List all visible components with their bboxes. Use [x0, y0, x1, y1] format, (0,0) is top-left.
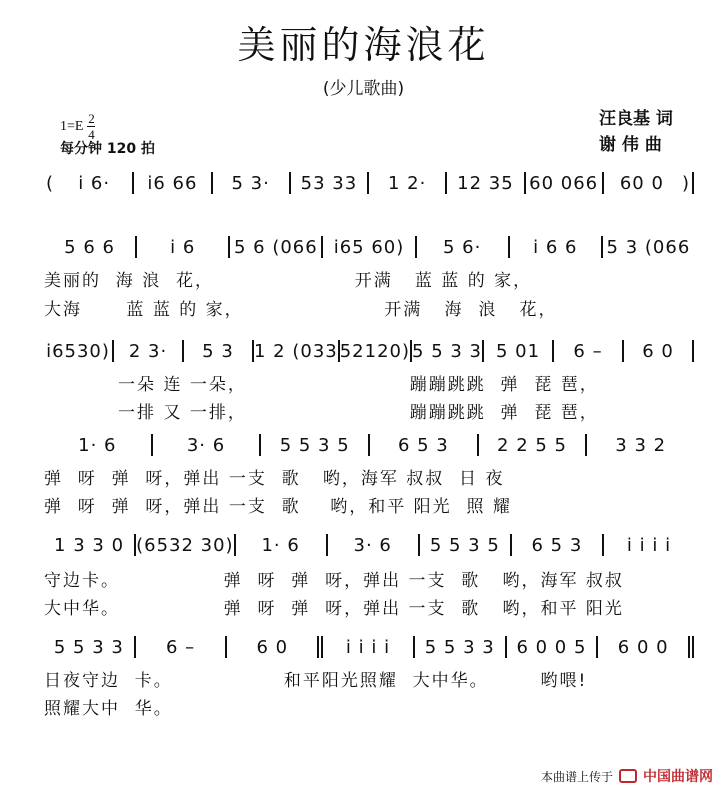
measure: 6 5 3: [531, 534, 583, 556]
song-title: 美丽的海浪花: [237, 23, 490, 67]
lyric-verse-2: 大海 蓝 蓝 的 家， 开满 海 浪 花，: [44, 300, 558, 320]
intro-close-paren: ): [682, 172, 691, 194]
lyric-verse-2: 大中华。 弹 呀 弹 呀，弹出 一支 歌 哟，和平 阳光: [44, 599, 624, 619]
measure: 2 2 5 5: [497, 434, 568, 456]
lyric-verse-2: 照耀大中 华。: [44, 699, 173, 719]
measure: i 6 6: [533, 236, 578, 258]
site-logo-icon: [619, 769, 637, 783]
composer-credit: 谢 伟 曲: [599, 135, 662, 155]
measure: i i i i: [345, 636, 391, 658]
measure: 5 6·: [442, 236, 482, 258]
measure: i i i i: [626, 534, 672, 556]
lyric-verse-1: 日夜守边 卡。 和平阳光照耀 大中华。 哟喂!: [44, 671, 588, 691]
key-label: 1=E: [60, 118, 84, 134]
score-line-6: [44, 636, 694, 658]
lyric-verse-1: 美丽的 海 浪 花， 开满 蓝 蓝 的 家，: [44, 271, 533, 291]
measure: 5 5 3 3: [53, 636, 124, 658]
lyric-verse-2: 一排 又 一排， 蹦蹦跳跳 弹 琵 琶，: [44, 403, 599, 423]
measure: 6 –: [573, 340, 603, 362]
measure: 1· 6: [78, 434, 117, 456]
measure: i65 60): [333, 236, 405, 258]
measure: 6 0 0: [617, 636, 669, 658]
measure: 6 –: [165, 636, 196, 658]
meter-bottom: 4: [88, 127, 95, 142]
intro-open-paren: (: [46, 172, 55, 194]
measure: 1 3 3 0: [54, 534, 125, 556]
measure: 60 066: [529, 172, 599, 194]
measure: 2 3·: [128, 340, 168, 362]
measure: 5 5 3 5: [279, 434, 350, 456]
measure: 5 01: [495, 340, 541, 362]
measure: 5 6 (066: [233, 236, 318, 258]
measure: 6 5 3: [397, 434, 449, 456]
lyric-verse-1: 守边卡。 弹 呀 弹 呀，弹出 一支 歌 哟，海军 叔叔: [44, 571, 624, 591]
footer-watermark: [541, 766, 713, 786]
measure: i 6: [170, 236, 196, 258]
measure: 5 5 3 3: [412, 340, 483, 362]
measure: i6530): [46, 340, 110, 362]
song-subtitle: (少儿歌曲): [322, 79, 405, 99]
measure: 5 5 3 3: [424, 636, 495, 658]
measure: 60 0: [619, 172, 664, 194]
barline: [692, 172, 694, 194]
measure: 1· 6: [261, 534, 300, 556]
score-line-3: [44, 340, 694, 362]
measure: 3 3 2: [615, 434, 667, 456]
site-name-link[interactable]: 中国曲谱网: [643, 769, 713, 785]
lyricist-credit: 汪良基 词: [599, 109, 673, 129]
measure: 53 33: [300, 172, 358, 194]
measure: 5 6 6: [64, 236, 115, 258]
upload-text: 本曲谱上传于: [540, 769, 613, 784]
final-barline: [688, 636, 694, 658]
lyric-verse-1: 弹 呀 弹 呀，弹出 一支 歌 哟，海军 叔叔 日 夜: [44, 469, 505, 489]
score-line-4: [44, 434, 694, 456]
measure: 5 5 3 5: [429, 534, 500, 556]
measure: 5 3·: [231, 172, 270, 194]
measure: 5 3 (066: [606, 236, 691, 258]
measure: 6 0: [256, 636, 289, 658]
measure: i6 66: [147, 172, 198, 194]
score-line-2: [44, 236, 694, 258]
score-line-5: [44, 534, 694, 556]
time-signature: [87, 112, 95, 141]
barline: [692, 340, 694, 362]
measure: i 6·: [78, 172, 111, 194]
lyric-verse-1: 一朵 连 一朵， 蹦蹦跳跳 弹 琵 琶，: [44, 375, 599, 395]
score-line-1: [44, 172, 694, 194]
measure: 12 35: [457, 172, 514, 194]
measure: 3· 6: [353, 534, 392, 556]
meter-top: 2: [88, 111, 95, 126]
measure: 6 0 0 5: [516, 636, 587, 658]
measure: 6 0: [642, 340, 674, 362]
measure: 5 3: [202, 340, 234, 362]
measure: 52120): [339, 340, 411, 362]
measure: 1 2·: [387, 172, 427, 194]
key-signature: [60, 112, 95, 141]
lyric-verse-2: 弹 呀 弹 呀，弹出 一支 歌 哟，和平 阳光 照 耀: [44, 497, 512, 517]
measure: 3· 6: [186, 434, 226, 456]
measure: (6532 30): [136, 534, 234, 556]
tempo-marking: 每分钟 120 拍: [60, 141, 155, 157]
measure: 1 2 (033: [254, 340, 338, 362]
